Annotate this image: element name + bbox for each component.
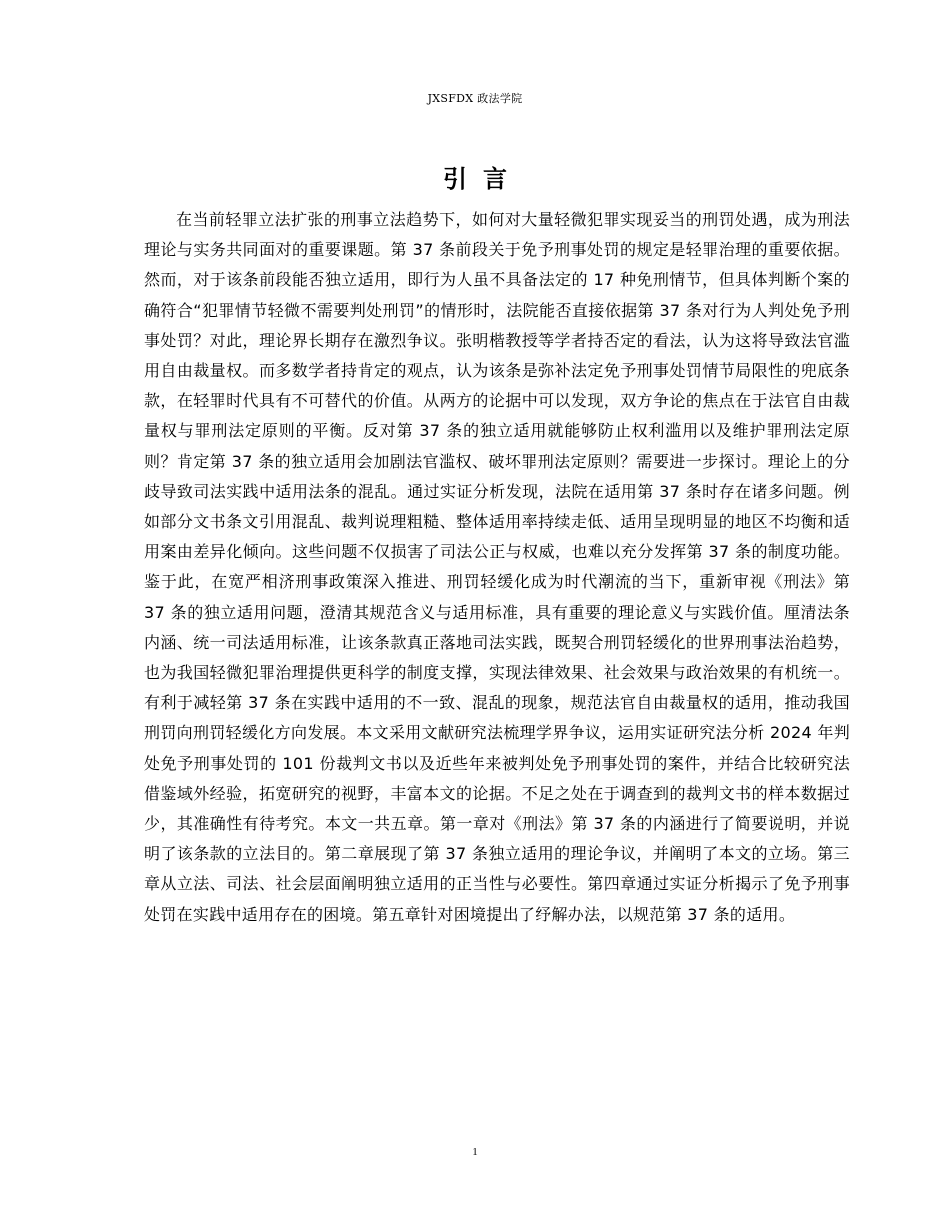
section-title: 引言: [443, 165, 523, 193]
page-number: 1: [472, 1146, 478, 1158]
page-header: JXSFDX 政法学院: [427, 92, 523, 105]
body-paragraph: 在当前轻罪立法扩张的刑事立法趋势下，如何对大量轻微犯罪实现妥当的刑罚处遇，成为刑法理论与实务共同面对的重要课题。第 37 条前段关于免予刑事处罚的规定是轻罪治理的重要依据。然而，对于该条前段能否独立适用，即行为人虽不具备法定的 17 种免刑情节，但具体判断个案的确符合“犯罪情节轻微不需要判处刑罚”的情形时，法院能否直接依据第 37 条对行为人判处免予刑事处罚？对此，理论界长期存在激烈争议。张明楷教授等学者持否定的看法，认为这将导致法官滥用自由裁量权。而多数学者持肯定的观点，认为该条是弥补法定免予刑事处罚情节局限性的兜底条款，在轻罪时代具有不可替代的价值。从两方的论据中可以发现，双方争论的焦点在于法官自由裁量权与罪刑法定原则的平衡。反对第 37 条的独立适用就能够防止权利滥用以及维护罪刑法定原则？肯定第 37 条的独立适用会加剧法官滥权、破坏罪刑法定原则？需要进一步探讨。理论上的分歧导致司法实践中适用法条的混乱。通过实证分析发现，法院在适用第 37 条时存在诸多问题。例如部分文书条文引用混乱、裁判说理粗糙、整体适用率持续走低、适用呈现明显的地区不均衡和适用案由差异化倾向。这些问题不仅损害了司法公正与权威，也难以充分发挥第 37 条的制度功能。鉴于此，在宽严相济刑事政策深入推进、刑罚轻缓化成为时代潮流的当下，重新审视《刑法》第 37 条的独立适用问题，澄清其规范含义与适用标准，具有重要的理论意义与实践价值。厘清法条内涵、统一司法适用标准，让该条款真正落地司法实践，既契合刑罚轻缓化的世界刑事法治趋势，也为我国轻微犯罪治理提供更科学的制度支撑，实现法律效果、社会效果与政治效果的有机统一。有利于减轻第 37 条在实践中适用的不一致、混乱的现象，规范法官自由裁量权的适用，推动我国刑罚向刑罚轻缓化方向发展。本文采用文献研究法梳理学界争议，运用实证研究法分析 2024 年判处免予刑事处罚的 101 份裁判文书以及近些年来被判处免予刑事处罚的案件，并结合比较研究法借鉴域外经验，拓宽研究的视野，丰富本文的论据。不足之处在于调查到的裁判文书的样本数据过少，其准确性有待考究。本文一共五章。第一章对《刑法》第 37 条的内涵进行了简要说明，并说明了该条款的立法目的。第二章展现了第 37 条独立适用的理论争议，并阐明了本文的立场。第三章从立法、司法、社会层面阐明独立适用的正当性与必要性。第四章通过实证分析揭示了免予刑事处罚在实践中适用存在的困境。第五章针对困境提出了纾解办法，以规范第 37 条的适用。: [144, 210, 850, 924]
